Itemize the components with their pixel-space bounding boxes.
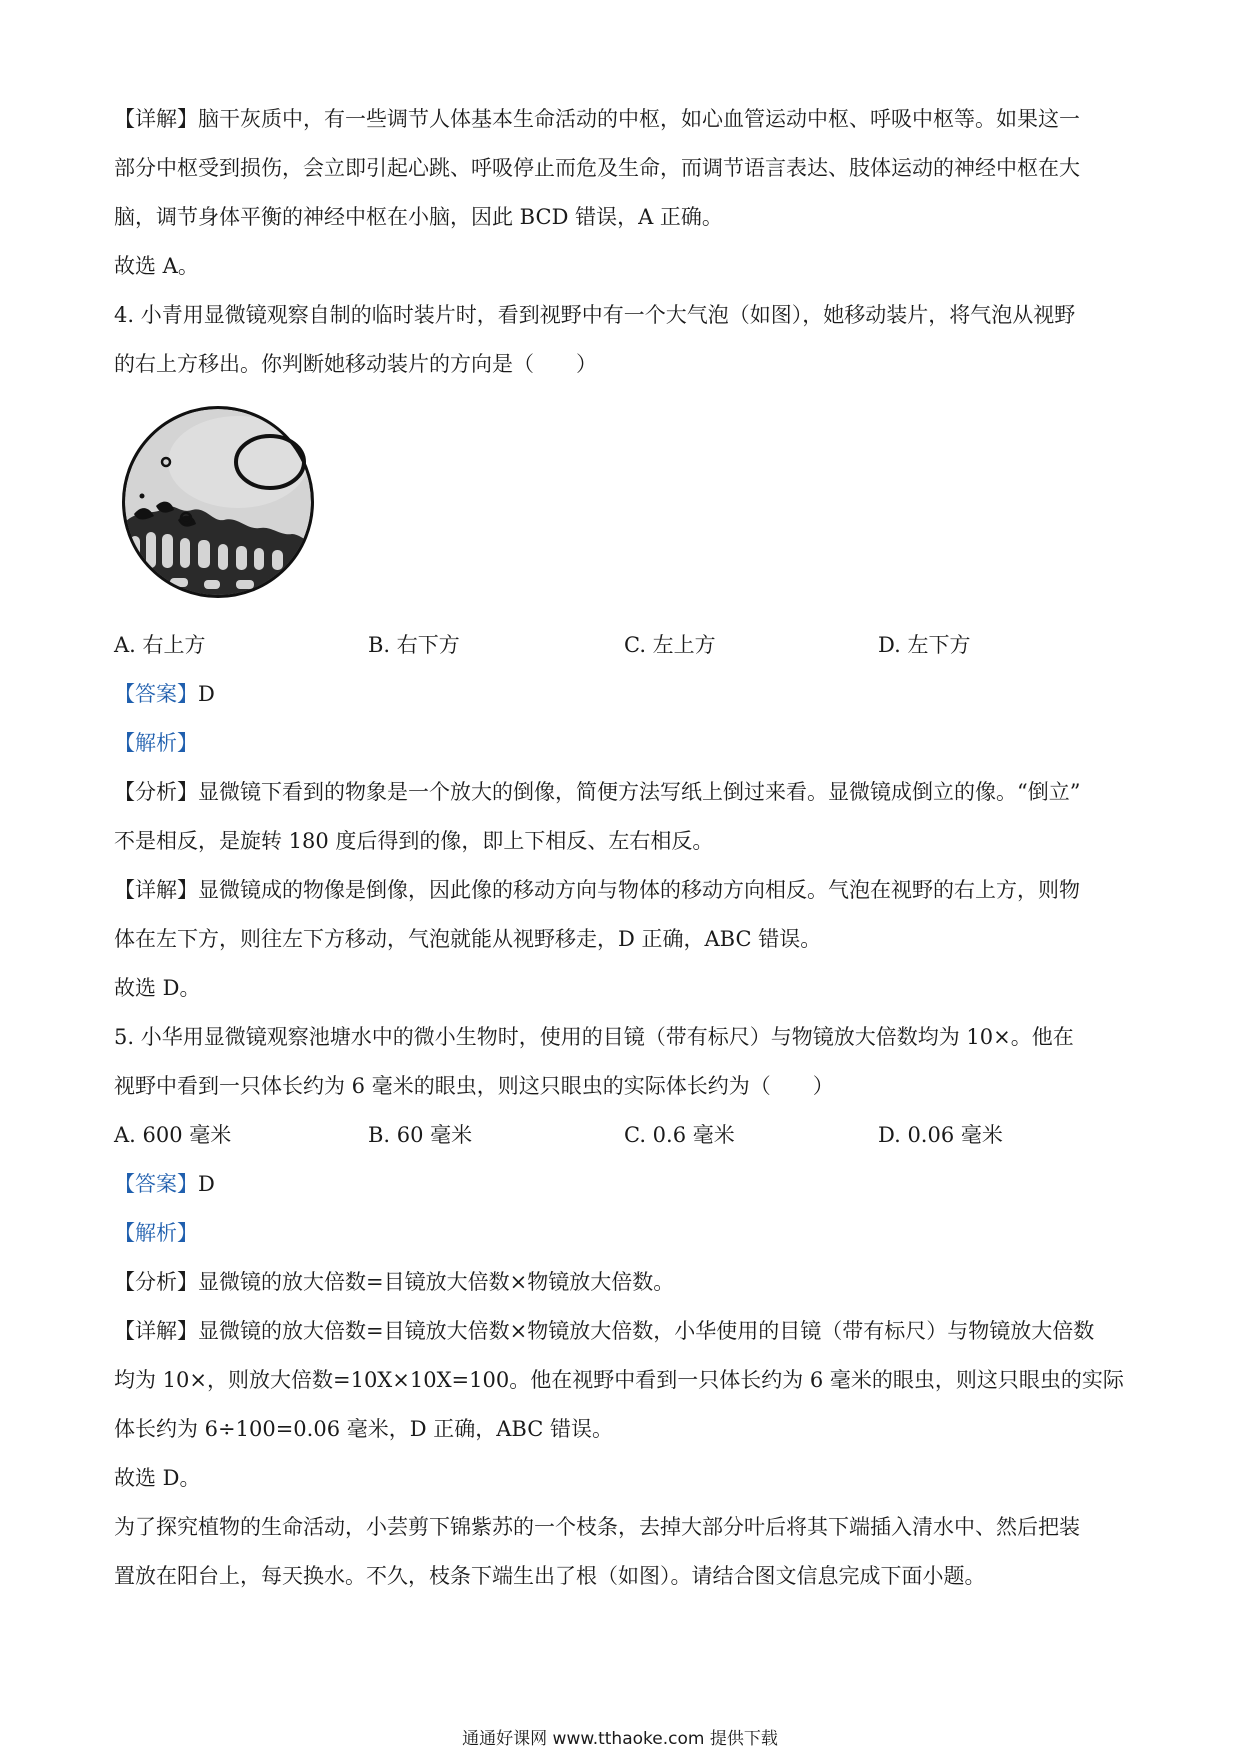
q5-analysis-tag: 【解析】 — [114, 1221, 198, 1245]
q4-answer — [114, 681, 215, 707]
q5-option-c: C. 0.6 毫米 — [624, 1123, 735, 1147]
q5-detail-line-3: 体长约为 6÷100=0.06 毫米，D 正确，ABC 错误。 — [114, 1417, 613, 1441]
q3-conclusion: 故选 A。 — [114, 254, 199, 278]
q5-analysis-line-1: 【分析】显微镜的放大倍数=目镜放大倍数×物镜放大倍数。 — [114, 1270, 675, 1294]
q5-answer — [114, 1171, 215, 1197]
q4-detail-line-1: 【详解】显微镜成的物像是倒像，因此像的移动方向与物体的移动方向相反。气泡在视野的右上方，则物 — [114, 878, 1080, 902]
q3-detail-line-2: 部分中枢受到损伤，会立即引起心跳、呼吸停止而危及生命，而调节语言表达、肢体运动的神经中枢在大 — [114, 156, 1080, 180]
q3-detail-tag: 【详解】 — [114, 107, 198, 131]
q5-option-d: D. 0.06 毫米 — [878, 1123, 1003, 1147]
q4-option-a: A. 右上方 — [114, 633, 206, 657]
q5-answer-tag: 【答案】 — [114, 1172, 198, 1196]
q3-detail-line-3: 脑，调节身体平衡的神经中枢在小脑，因此 BCD 错误，A 正确。 — [114, 205, 723, 229]
q4-answer-value: D — [198, 682, 215, 706]
q5-option-b: B. 60 毫米 — [368, 1123, 473, 1147]
q4-stem-line-2: 的右上方移出。你判断她移动装片的方向是（ ） — [114, 352, 597, 376]
q4-option-b: B. 右下方 — [368, 633, 460, 657]
q3-detail-line-1: 【详解】脑干灰质中，有一些调节人体基本生命活动的中枢，如心血管运动中枢、呼吸中枢等。如果这一 — [114, 107, 1080, 131]
q4-option-d: D. 左下方 — [878, 633, 971, 657]
q4-analysis-line-2: 不是相反，是旋转 180 度后得到的像，即上下相反、左右相反。 — [114, 829, 714, 853]
q5-answer-value: D — [198, 1172, 215, 1196]
intro-line-2: 置放在阳台上，每天换水。不久，枝条下端生出了根（如图）。请结合图文信息完成下面小题。 — [114, 1564, 986, 1588]
q5-stem-line-2: 视野中看到一只体长约为 6 毫米的眼虫，则这只眼虫的实际体长约为（ ） — [114, 1074, 834, 1098]
speck — [140, 494, 145, 499]
q4-option-c: C. 左上方 — [624, 633, 716, 657]
intro-line-1: 为了探究植物的生命活动，小芸剪下锦紫苏的一个枝条，去掉大部分叶后将其下端插入清水中、然后把装 — [114, 1515, 1080, 1539]
q4-detail-line-2: 体在左下方，则往左下方移动，气泡就能从视野移走，D 正确，ABC 错误。 — [114, 927, 822, 951]
q4-analysis-tag: 【解析】 — [114, 731, 198, 755]
page-footer: 通通好课网 www.tthaoke.com 提供下载 — [462, 1729, 778, 1749]
q4-stem-line-1: 4. 小青用显微镜观察自制的临时装片时，看到视野中有一个大气泡（如图），她移动装片，将气泡从视野 — [114, 303, 1076, 327]
q5-option-a: A. 600 毫米 — [114, 1123, 232, 1147]
q5-detail-line-1: 【详解】显微镜的放大倍数=目镜放大倍数×物镜放大倍数，小华使用的目镜（带有标尺）与物镜放大倍数 — [114, 1319, 1095, 1343]
q4-analysis-line-1: 【分析】显微镜下看到的物象是一个放大的倒像，简便方法写纸上倒过来看。显微镜成倒立的像。“倒立” — [114, 780, 1081, 804]
microscope-field-figure — [120, 404, 316, 600]
q5-detail-line-2: 均为 10×，则放大倍数=10X×10X=100。他在视野中看到一只体长约为 6 毫米的眼虫，则这只眼虫的实际 — [114, 1368, 1124, 1392]
q4-answer-tag: 【答案】 — [114, 682, 198, 706]
q5-stem-line-1: 5. 小华用显微镜观察池塘水中的微小生物时，使用的目镜（带有标尺）与物镜放大倍数均为 10×。他在 — [114, 1025, 1074, 1049]
q5-conclusion: 故选 D。 — [114, 1466, 201, 1490]
q4-conclusion: 故选 D。 — [114, 976, 201, 1000]
